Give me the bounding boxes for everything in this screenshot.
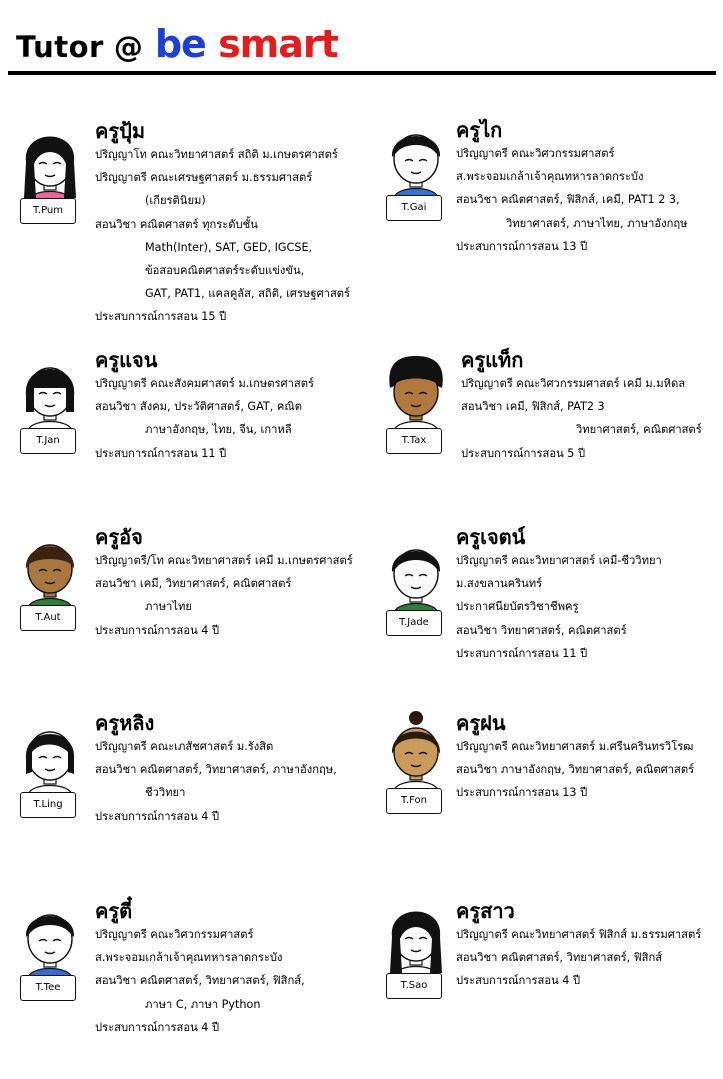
tutor-name: ครูปุ้ม xyxy=(95,119,145,143)
header-title: Tutor xyxy=(16,30,104,64)
tutor-detail-line: ชีววิทยา xyxy=(145,786,186,800)
tutor-info xyxy=(456,117,688,258)
tutor-detail-line: ปริญญาตรี คณะวิทยาศาสตร์ เคมี-ชีววิทยา xyxy=(456,554,662,567)
tutor-name: ครูแท็ก xyxy=(461,348,524,372)
avatar-illustration-icon xyxy=(16,348,84,432)
tutor-detail-line: สอนวิชา วิทยาศาสตร์, คณิตศาสตร์ xyxy=(456,623,627,637)
tutor-detail-line: ปริญญาตรี คณะวิทยาศาสตร์ ฟิสิกส์ ม.ธรรมศาสตร์ xyxy=(456,928,702,941)
tutor-tag: T.Tee xyxy=(20,975,76,1001)
tutor-detail-line: ประสบการณ์การสอน 4 ปี xyxy=(95,1020,220,1034)
tutor-detail-line: สอนวิชา คณิตศาสตร์ ทุกระดับชั้น xyxy=(95,217,258,231)
tutor-detail-line: ปริญญาตรี/โท คณะวิทยาศาสตร์ เคมี ม.เกษตรศาสตร์ xyxy=(95,554,353,567)
avatar-illustration-icon xyxy=(16,712,84,796)
tutor-avatar xyxy=(16,525,84,623)
tutor-detail-line: Math(Inter), SAT, GED, IGCSE, xyxy=(145,240,313,254)
tutor-detail-line: สอนวิชา คณิตศาสตร์, วิทยาศาสตร์, ภาษาอังกฤษ, xyxy=(95,763,337,777)
tutor-tag: T.Jan xyxy=(20,428,76,454)
tutor-detail-line: ประสบการณ์การสอน 4 ปี xyxy=(456,974,581,988)
tutor-detail-line: ประสบการณ์การสอน 13 ปี xyxy=(456,786,588,800)
brand-logo xyxy=(155,24,338,64)
tutor-detail-line: ภาษาไทย xyxy=(145,600,192,614)
tutor-detail-line: ปริญญาตรี คณะวิศวกรรมศาสตร์ xyxy=(95,928,254,941)
tutor-info xyxy=(456,524,662,665)
avatar-illustration-icon xyxy=(382,708,450,792)
tutor-avatar xyxy=(16,348,84,446)
tutor-detail-line: สอนวิชา ภาษาอังกฤษ, วิทยาศาสตร์, คณิตศาสตร์ xyxy=(456,763,695,777)
tutor-detail-line: สอนวิชา เคมี, วิทยาศาสตร์, คณิตศาสตร์ xyxy=(95,577,292,591)
tutor-detail-line: ปริญญาตรี คณะวิศวกรรมศาสตร์ เคมี ม.มหิดล xyxy=(461,377,686,390)
tutor-avatar xyxy=(382,348,450,446)
tutor-name: ครูแจน xyxy=(95,348,158,372)
tutor-name: ครูไก xyxy=(456,118,503,142)
tutor-name: ครูตี๋ xyxy=(95,899,133,923)
tutor-info xyxy=(461,347,702,465)
avatar-illustration-icon xyxy=(382,115,450,199)
tutor-detail-line: ประกาศนียบัตรวิชาชีพครู xyxy=(456,600,579,614)
tutor-detail-line: (เกียรตินิยม) xyxy=(145,194,206,208)
tutor-info xyxy=(95,898,305,1039)
tutor-detail-line: สอนวิชา คณิตศาสตร์, ฟิสิกส์, เคมี, PAT1 2 3, xyxy=(456,193,680,207)
tutor-avatar xyxy=(382,530,450,628)
avatar-illustration-icon xyxy=(382,348,450,432)
tutor-detail-line: สอนวิชา เคมี, ฟิสิกส์, PAT2 3 xyxy=(461,400,605,414)
tutor-detail-line: ปริญญาตรี คณะวิทยาศาสตร์ ม.ศรีนครินทรวิโรฒ xyxy=(456,740,694,753)
tutor-tag: T.Aut xyxy=(20,605,76,631)
avatar-illustration-icon xyxy=(16,525,84,609)
tutor-detail-line: ประสบการณ์การสอน 13 ปี xyxy=(456,239,588,253)
header-at: @ xyxy=(113,30,143,64)
tutor-detail-line: ประสบการณ์การสอน 5 ปี xyxy=(461,446,586,460)
tutor-avatar xyxy=(382,115,450,213)
header-divider xyxy=(8,71,716,75)
tutor-detail-line: ประสบการณ์การสอน 11 ปี xyxy=(456,646,588,660)
tutor-detail-line: ปริญญาตรี คณะเศรษฐศาสตร์ ม.ธรรมศาสตร์ xyxy=(95,171,313,185)
brand-part-1: be xyxy=(154,22,206,66)
tutor-detail-line: สอนวิชา สังคม, ประวัติศาสตร์, GAT, คณิต xyxy=(95,400,302,414)
tutor-detail-line: ข้อสอบคณิตศาสตร์ระดับแข่งขัน, xyxy=(145,264,305,278)
tutor-detail-line: วิทยาศาสตร์, คณิตศาสตร์ xyxy=(576,423,702,437)
tutor-detail-line: ภาษา C, ภาษา Python xyxy=(145,997,261,1011)
tutor-detail-line: ส.พระจอมเกล้าเจ้าคุณทหารลาดกระบัง xyxy=(456,170,644,184)
tutor-name: ครูหลิง xyxy=(95,711,155,735)
tutor-detail-line: ภาษาอังกฤษ, ไทย, จีน, เกาหลี xyxy=(145,423,292,437)
tutor-detail-line: ประสบการณ์การสอน 4 ปี xyxy=(95,623,220,637)
tutor-name: ครูสาว xyxy=(456,899,515,923)
avatar-illustration-icon xyxy=(16,118,84,202)
tutor-detail-line: ประสบการณ์การสอน 15 ปี xyxy=(95,310,227,324)
tutor-tag: T.Fon xyxy=(386,788,442,814)
tutor-detail-line: สอนวิชา คณิตศาสตร์, วิทยาศาสตร์, ฟิสิกส์ xyxy=(456,951,663,965)
tutor-avatar xyxy=(16,118,84,216)
tutor-detail-line: ประสบการณ์การสอน 11 ปี xyxy=(95,446,227,460)
tutor-info xyxy=(95,118,350,329)
page-header xyxy=(16,18,338,64)
avatar-illustration-icon xyxy=(382,530,450,614)
tutor-name: ครูฝน xyxy=(456,711,506,735)
tutor-detail-line: ปริญญาตรี คณะเภสัชศาสตร์ ม.รังสิต xyxy=(95,740,274,753)
tutor-tag: T.Ling xyxy=(20,792,76,818)
tutor-name: ครูเจตน์ xyxy=(456,525,526,549)
tutor-detail-line: ปริญญาตรี คณะวิศวกรรมศาสตร์ xyxy=(456,147,615,160)
tutor-info xyxy=(95,347,314,465)
tutor-detail-line: ส.พระจอมเกล้าเจ้าคุณทหารลาดกระบัง xyxy=(95,951,283,965)
tutor-avatar xyxy=(382,893,450,991)
tutor-info xyxy=(456,898,701,993)
tutor-info xyxy=(95,710,337,828)
tutor-detail-line: ปริญญาตรี คณะสังคมศาสตร์ ม.เกษตรศาสตร์ xyxy=(95,377,315,390)
tutor-avatar xyxy=(382,708,450,806)
tutor-detail-line: GAT, PAT1, แคลคูลัส, สถิติ, เศรษฐศาสตร์ xyxy=(145,287,351,301)
tutor-tag: T.Tax xyxy=(386,428,442,454)
tutor-info xyxy=(95,524,353,642)
tutor-tag: T.Sao xyxy=(386,973,442,999)
tutor-detail-line: ปริญญาโท คณะวิทยาศาสตร์ สถิติ ม.เกษตรศาสตร์ xyxy=(95,148,338,161)
avatar-illustration-icon xyxy=(16,895,84,979)
tutor-detail-line: ม.สงขลานครินทร์ xyxy=(456,577,543,591)
tutor-avatar xyxy=(16,895,84,993)
tutor-tag: T.Pum xyxy=(20,198,76,224)
tutor-detail-line: สอนวิชา คณิตศาสตร์, วิทยาศาสตร์, ฟิสิกส์, xyxy=(95,974,305,988)
tutor-name: ครูอัจ xyxy=(95,525,143,549)
tutor-detail-line: ประสบการณ์การสอน 4 ปี xyxy=(95,809,220,823)
avatar-illustration-icon xyxy=(382,893,450,977)
tutor-detail-line: วิทยาศาสตร์, ภาษาไทย, ภาษาอังกฤษ xyxy=(506,216,688,230)
tutor-info xyxy=(456,710,694,805)
brand-part-2: smart xyxy=(218,22,338,66)
tutor-tag: T.Jade xyxy=(386,610,442,636)
tutor-tag: T.Gai xyxy=(386,195,442,221)
tutor-avatar xyxy=(16,712,84,810)
